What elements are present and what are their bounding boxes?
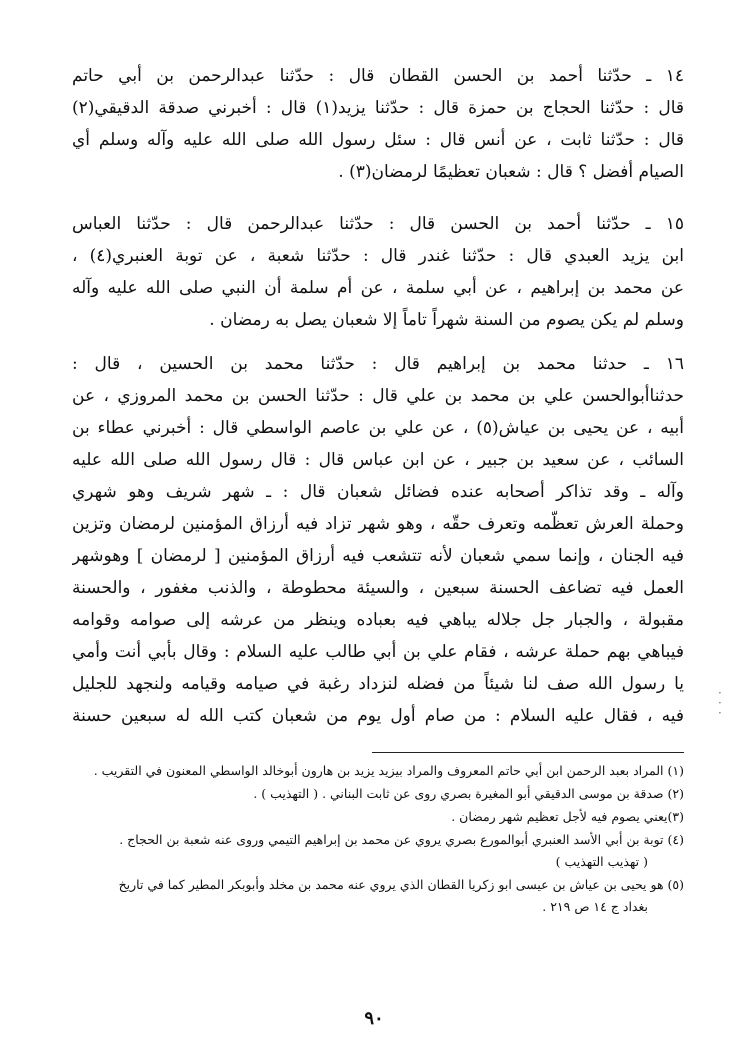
footnote-5: (٥) هو يحيى بن عياش بن عيسى ابو زكريا القطان الذي يروي عنه محمد بن مخلد وأبوبكر المطير كما في تاريخ <box>118 877 684 892</box>
text-line: عن محمد بن إبراهيم ، عن أبي سلمة ، عن أم سلمة أن النبي صلى الله عليه وآله <box>72 278 684 298</box>
text-line: ١٦ ـ حدثنا محمد بن إبراهيم قال : حدّثنا محمد بن الحسين ، قال : <box>72 354 684 374</box>
text-line: السائب ، عن سعيد بن جبير ، عن ابن عباس قال : قال رسول الله صلى الله عليه <box>72 450 684 470</box>
text-line: وحملة العرش تعظّمه وتعرف حقّه ، وهو شهر تزاد فيه أرزاق المؤمنين لرمضان وتزين <box>72 514 684 534</box>
footnote-4: (٤) توبة بن أبي الأسد العنبري أبوالمورع بصري يروي عن محمد بن إبراهيم التيمي وروى عنه شعبة بن الحجاج . <box>119 832 684 847</box>
text-line: حدثناأبوالحسن علي بن محمد بن علي قال : حدّثنا الحسن بن محمد المروزي ، عن <box>72 386 684 406</box>
text-line: قال : حدّثنا ثابت ، عن أنس قال : سئل رسول الله صلى الله عليه وآله وسلم أي <box>72 130 684 150</box>
text-line: قال : حدّثنا الحجاج بن حمزة قال : حدّثنا يزيد(١) قال : أخبرني صدقة الدقيقي(٢) <box>72 98 684 118</box>
footnote-divider <box>372 752 684 753</box>
text-line: فيه ، فقال عليه السلام : من صام أول يوم من شعبان كتب الله له سبعين حسنة <box>72 706 684 726</box>
page-number: ٩٠ <box>364 1008 384 1029</box>
footnote-3: (٣)يعني يصوم فيه لأجل تعظيم شهر رمضان . <box>451 809 684 824</box>
hadith-14 <box>72 60 684 188</box>
text-line: فيباهي بهم حملة عرشه ، فقام علي بن أبي طالب عليه السلام : وقال بأبي أنت وأمي <box>72 642 684 662</box>
hadith-15 <box>72 208 684 336</box>
text-line: يا رسول الله صف لنا شيئاً من فضله لنزداد رغبة في صيامه وقيامه ولنجهد للجليل <box>72 674 684 694</box>
text-line: ابن يزيد العبدي قال : حدّثنا غندر قال : حدّثنا شعبة ، عن توبة العنبري(٤) ، <box>72 246 684 266</box>
footnote-4-source: ( تهذيب التهذيب ) <box>555 854 648 869</box>
footnote-1: (١) المراد بعبد الرحمن ابن أبي حاتم المعروف والمراد بيزيد يزيد بن هارون أبوخالد الواسطي المعنون في التقريب . <box>93 763 684 778</box>
text-line: العمل فيه تضاعف الحسنة سبعين ، والسيئة محطوطة ، والذنب مغفور ، والحسنة <box>72 578 684 598</box>
footnote-5-continued: بغداد ج ١٤ ص ٢١٩ . <box>542 899 648 914</box>
footnotes <box>72 760 684 918</box>
text-line: وآله ـ وقد تذاكر أصحابه عنده فضائل شعبان قال : ـ شهر شريف وهو شهري <box>72 482 684 502</box>
text-line: مقبولة ، والجبار جل جلاله يباهي فيه بعباده وينظر من عرشه إلى صوامه وقوامه <box>72 610 684 630</box>
text-line: وسلم لم يكن يصوم من السنة شهراً تاماً إلا شعبان يصل به رمضان . <box>209 310 684 330</box>
margin-mark: · · · <box>718 686 722 720</box>
text-line: ١٤ ـ حدّثنا أحمد بن الحسن القطان قال : حدّثنا عبدالرحمن بن أبي حاتم <box>72 66 684 86</box>
text-line: الصيام أفضل ؟ قال : شعبان تعظيمًا لرمضان(٣) . <box>338 162 684 182</box>
footnote-2: (٢) صدقة بن موسى الدقيقي أبو المغيرة بصري روى عن ثابت البناني . ( التهذيب ) . <box>253 786 684 801</box>
text-line: ١٥ ـ حدّثنا أحمد بن الحسن قال : حدّثنا عبدالرحمن قال : حدّثنا العباس <box>72 214 684 234</box>
text-line: فيه الجنان ، وإنما سمي شعبان لأنه تتشعب فيه أرزاق المؤمنين [ لرمضان ] وهوشهر <box>72 546 684 566</box>
hadith-16 <box>72 348 684 732</box>
text-line: أبيه ، عن يحيى بن عياش(٥) ، عن علي بن عاصم الواسطي قال : أخبرني عطاء بن <box>72 418 684 438</box>
